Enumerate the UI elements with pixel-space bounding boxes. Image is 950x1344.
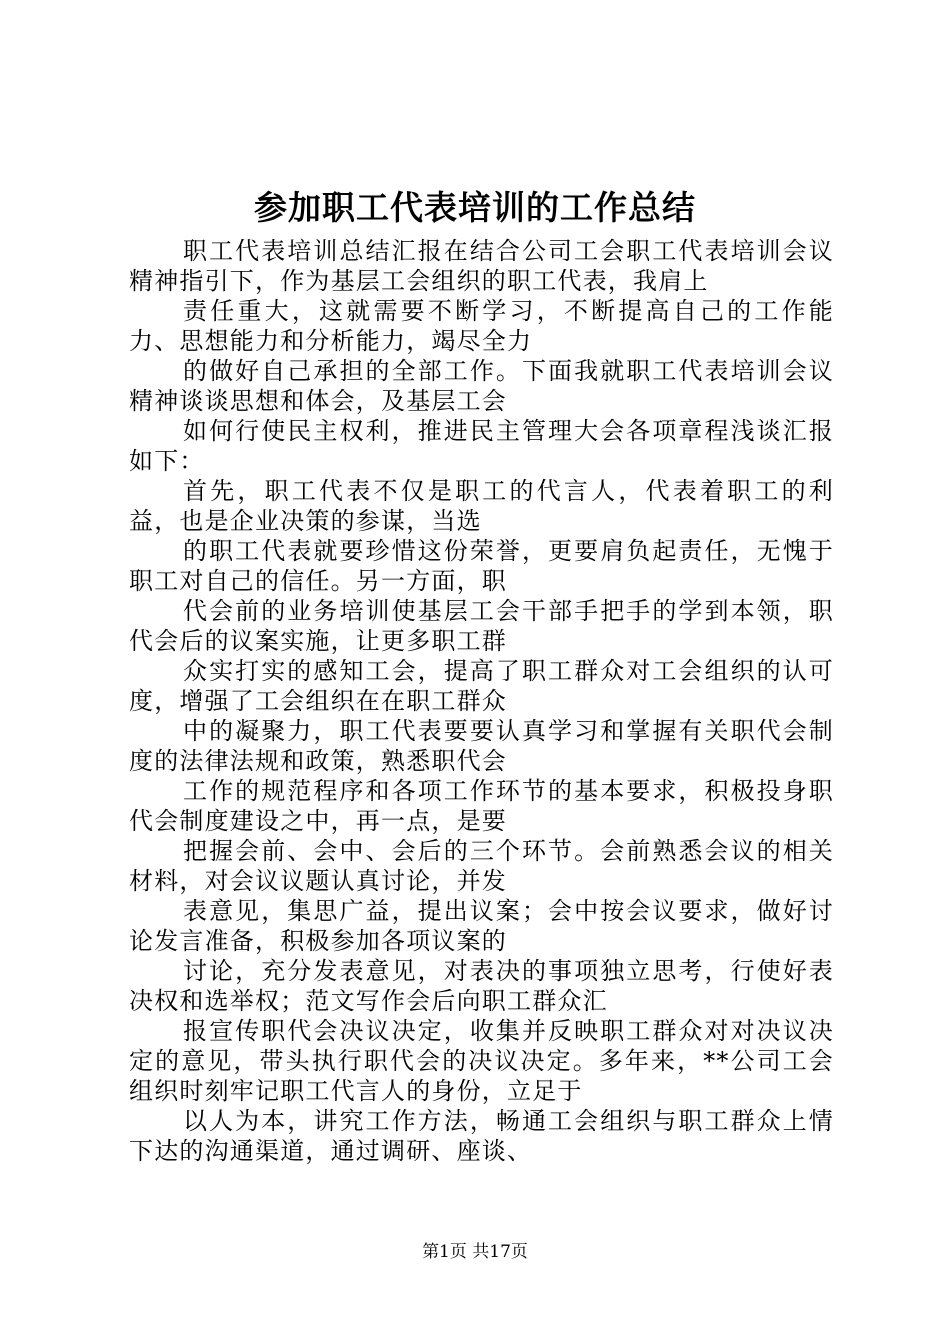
page-title: 参加职工代表培训的工作总结 xyxy=(254,188,696,227)
paragraph: 表意见，集思广益，提出议案；会中按会议要求，做好讨论发言准备，积极参加各项议案的 xyxy=(129,897,834,955)
paragraph: 众实打实的感知工会，提高了职工群众对工会组织的认可度，增强了工会组织在在职工群众 xyxy=(129,657,834,715)
paragraph: 讨论，充分发表意见，对表决的事项独立思考，行使好表决权和选举权；范文写作会后向职工群众汇 xyxy=(129,957,834,1015)
paragraph: 责任重大，这就需要不断学习，不断提高自己的工作能力、思想能力和分析能力，竭尽全力 xyxy=(129,297,834,355)
paragraph: 中的凝聚力，职工代表要要认真学习和掌握有关职代会制度的法律法规和政策，熟悉职代会 xyxy=(129,717,834,775)
paragraph: 的做好自己承担的全部工作。下面我就职工代表培训会议精神谈谈思想和体会，及基层工会 xyxy=(129,357,834,415)
paragraph: 以人为本，讲究工作方法，畅通工会组织与职工群众上情下达的沟通渠道，通过调研、座谈、 xyxy=(129,1107,834,1165)
paragraph: 如何行使民主权利，推进民主管理大会各项章程浅谈汇报如下： xyxy=(129,417,834,475)
paragraph: 报宣传职代会决议决定，收集并反映职工群众对对决议决定的意见，带头执行职代会的决议决定。多年来，**公司工会组织时刻牢记职工代言人的身份，立足于 xyxy=(129,1017,834,1105)
paragraph: 把握会前、会中、会后的三个环节。会前熟悉会议的相关材料，对会议议题认真讨论，并发 xyxy=(129,837,834,895)
paragraph: 首先，职工代表不仅是职工的代言人，代表着职工的利益，也是企业决策的参谋，当选 xyxy=(129,477,834,535)
paragraph: 职工代表培训总结汇报在结合公司工会职工代表培训会议精神指引下，作为基层工会组织的职工代表，我肩上 xyxy=(129,237,834,295)
document-body xyxy=(129,236,834,1166)
page-footer: 第1页 共17页 xyxy=(422,1242,528,1262)
paragraph: 工作的规范程序和各项工作环节的基本要求，积极投身职代会制度建设之中，再一点，是要 xyxy=(129,777,834,835)
paragraph: 代会前的业务培训使基层工会干部手把手的学到本领，职代会后的议案实施，让更多职工群 xyxy=(129,597,834,655)
paragraph: 的职工代表就要珍惜这份荣誉，更要肩负起责任，无愧于职工对自己的信任。另一方面，职 xyxy=(129,537,834,595)
